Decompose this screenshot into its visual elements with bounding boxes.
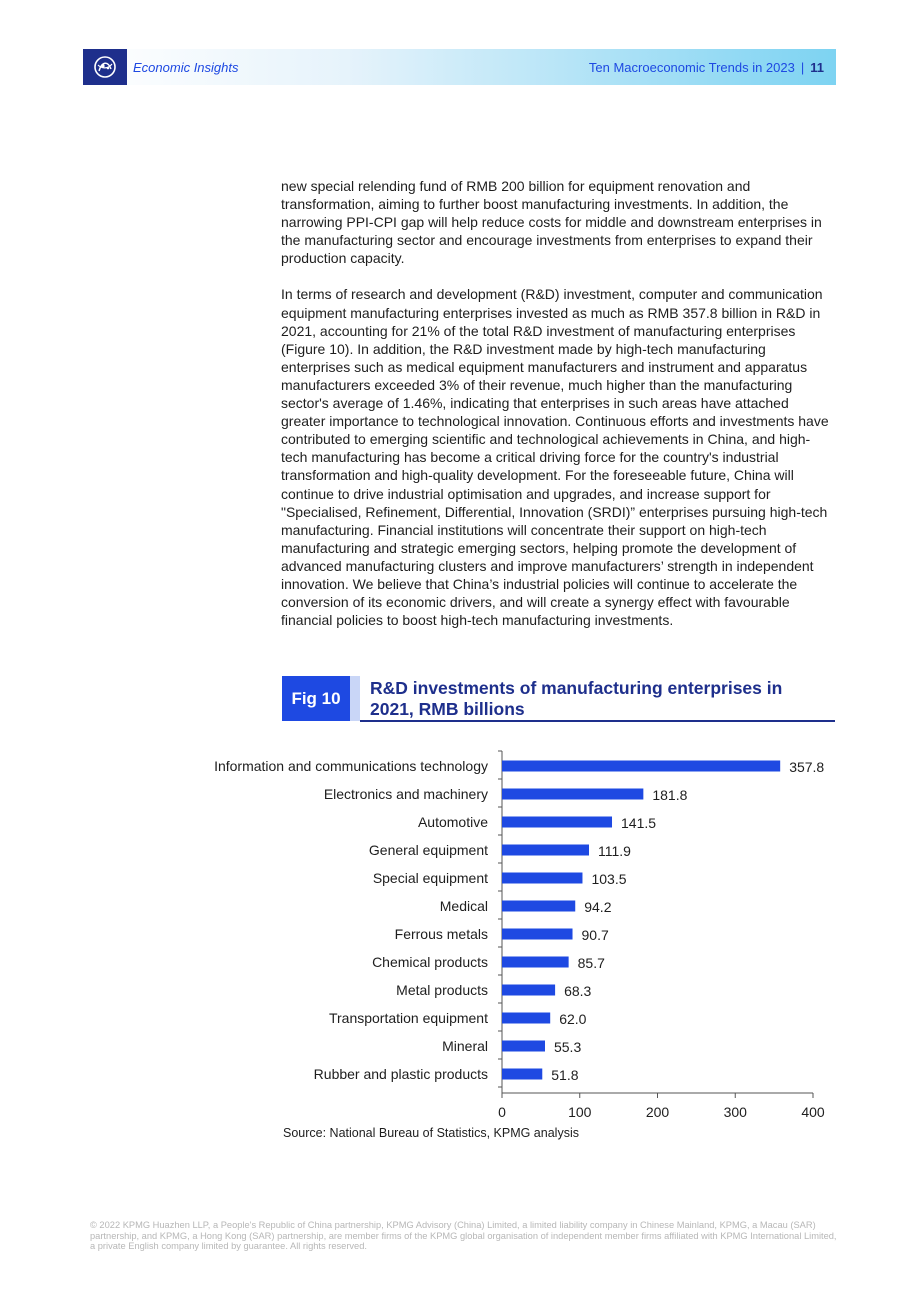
paragraph: In terms of research and development (R&D) investment, computer and communication equipment manufacturing enterprises invested as much as RMB 357.8 billion in R&D in 2021, accounting for 21% of the total R&D investment of manufacturing enterprises (Figure 10). In addition, the R&D investment made by high-tech manufacturing enterprises such as medical equipment manufacturers and instrument and apparatus manufacturers exceeded 3% of their revenue, much higher than the manufacturing sector's average of 1.46%, indicating that enterprises in such areas have attached greater importance to technological innovation. Continuous efforts and investments have contributed to emerging scientific and technological achievements in China, and high-tech manufacturing has become a critical driving force for the country's industrial transformation and high-quality development. For the foreseeable future, China will continue to drive industrial optimisation and upgrades, and increase support for "Specialised, Refinement, Differential, Innovation (SRDI)” enterprises pursuing high-tech manufacturing. Financial institutions will concentrate their support on high-tech manufacturing and strategic emerging sectors, helping promote the development of advanced manufacturing clusters and improve manufacturers’ strength in independent innovation. We believe that China’s industrial policies will continue to accelerate the conversion of its economic drivers, and will create a synergy effect with favourable financial policies to boost high-tech manufacturing investments. bbox=[281, 286, 829, 629]
header-separator: | bbox=[800, 60, 805, 75]
category-label: Information and communications technology bbox=[214, 758, 488, 774]
value-label: 111.9 bbox=[598, 843, 631, 859]
figure-tag: Fig 10 bbox=[282, 676, 350, 721]
bar bbox=[502, 985, 555, 996]
bar bbox=[502, 845, 589, 856]
x-tick-label: 200 bbox=[645, 1104, 670, 1120]
bar bbox=[502, 901, 575, 912]
copyright-footer: © 2022 KPMG Huazhen LLP, a People's Republic of China partnership, KPMG Advisory (China) Limited, a limited liability company in Chinese Mainland, KPMG, a Macau (SAR) partnership, and KPMG, a Hong Kong (SAR) partnership, are member firms of the KPMG global organisation of independent member firms affiliated with KPMG International Limited, a private English company limited by guarantee. All rights reserved. bbox=[90, 1220, 837, 1251]
bar bbox=[502, 873, 582, 884]
value-label: 55.3 bbox=[553, 1039, 582, 1055]
category-label: General equipment bbox=[368, 842, 488, 858]
value-label: 103.5 bbox=[591, 871, 627, 887]
category-label: Transportation equipment bbox=[328, 1010, 488, 1026]
bar bbox=[502, 1013, 550, 1024]
category-label: Medical bbox=[439, 898, 488, 914]
bar bbox=[502, 1069, 542, 1080]
x-tick-label: 300 bbox=[723, 1104, 747, 1120]
bar bbox=[502, 761, 780, 772]
bar bbox=[502, 957, 569, 968]
section-label: Economic Insights bbox=[133, 60, 239, 75]
category-label: Automotive bbox=[417, 814, 488, 830]
bar bbox=[502, 1041, 545, 1052]
bar bbox=[502, 817, 612, 828]
category-label: Ferrous metals bbox=[394, 926, 488, 942]
x-tick-label: 0 bbox=[498, 1104, 506, 1120]
value-label: 51.8 bbox=[551, 1067, 579, 1083]
value-label: 141.5 bbox=[621, 815, 657, 831]
category-label: Chemical products bbox=[372, 954, 488, 970]
value-label: 357.8 bbox=[789, 759, 825, 775]
figure-title: R&D investments of manufacturing enterprises in 2021, RMB billions bbox=[370, 678, 783, 719]
paragraph: new special relending fund of RMB 200 billion for equipment renovation and transformation, aiming to further boost manufacturing investments. In addition, the narrowing PPI-CPI gap will help reduce costs for middle and downstream enterprises in the manufacturing sector and encourage investments from enterprises to expand their production capacity. bbox=[281, 178, 822, 267]
category-label: Electronics and machinery bbox=[323, 786, 488, 802]
value-label: 94.2 bbox=[584, 899, 612, 915]
value-label: 68.3 bbox=[564, 983, 592, 999]
page-number: 11 bbox=[810, 60, 824, 75]
report-title: Ten Macroeconomic Trends in 2023 bbox=[588, 60, 795, 75]
bar bbox=[502, 929, 573, 940]
bar bbox=[502, 789, 643, 800]
value-label: 62.0 bbox=[559, 1011, 587, 1027]
category-label: Special equipment bbox=[372, 870, 488, 886]
x-tick-label: 400 bbox=[801, 1104, 825, 1120]
value-label: 90.7 bbox=[581, 927, 609, 943]
figure-source: Source: National Bureau of Statistics, KPMG analysis bbox=[283, 1126, 579, 1140]
value-label: 85.7 bbox=[577, 955, 605, 971]
x-tick-label: 100 bbox=[568, 1104, 592, 1120]
category-label: Metal products bbox=[396, 982, 488, 998]
category-label: Mineral bbox=[442, 1038, 488, 1054]
category-label: Rubber and plastic products bbox=[313, 1066, 488, 1082]
value-label: 181.8 bbox=[652, 787, 688, 803]
